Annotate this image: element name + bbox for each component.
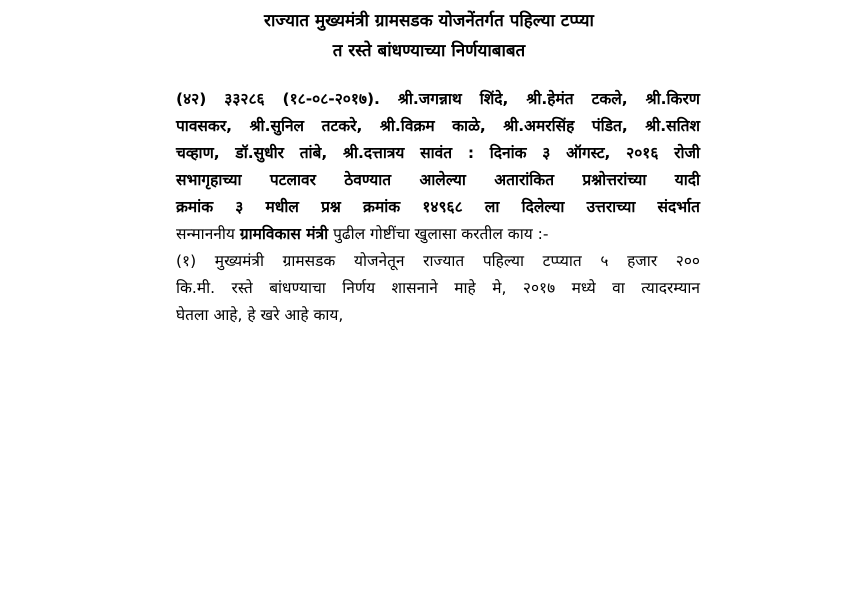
addressee-minister: ग्रामविकास मंत्री: [239, 225, 329, 243]
question-line-1: (४२) ३३२८६ (१८-०८-२०१७). श्री.जगन्नाथ शिंदे, श्री.हेमंत टकले, श्री.किरण: [176, 90, 700, 108]
item-1-line-2: कि.मी. रस्ते बांधण्याचा निर्णय शासनाने माहे मे, २०१७ मध्ये वा त्यादरम्यान: [176, 279, 700, 297]
question-line-4: सभागृहाच्या पटलावर ठेवण्यात आलेल्या अतारांकित प्रश्नोत्तरांच्या यादी: [176, 171, 700, 189]
addressee-prefix: सन्माननीय: [176, 225, 235, 243]
addressee-suffix: पुढील गोष्टींचा खुलासा करतील काय :-: [333, 225, 549, 243]
heading-line-1: राज्यात मुख्यमंत्री ग्रामसडक योजनेंतर्गत पहिल्या टप्प्या: [264, 11, 594, 31]
question-line-3: चव्हाण, डॉ.सुधीर तांबे, श्री.दत्तात्रय सावंत : दिनांक ३ ऑगस्ट, २०१६ रोजी: [176, 144, 700, 162]
question-line-2: पावसकर, श्री.सुनिल तटकरे, श्री.विक्रम काळे, श्री.अमरसिंह पंडित, श्री.सतिश: [176, 117, 700, 135]
item-1-line-1: (१) मुख्यमंत्री ग्रामसडक योजनेतून राज्यात पहिल्या टप्प्यात ५ हजार २००: [176, 252, 700, 270]
item-1-line-3: घेतला आहे, हे खरे आहे काय,: [176, 306, 344, 324]
question-body: [176, 86, 700, 329]
heading-line-2: त रस्ते बांधण्याच्या निर्णयाबाबत: [332, 41, 526, 61]
question-line-5: क्रमांक ३ मधील प्रश्न क्रमांक १४९६८ ला दिलेल्या उत्तराच्या संदर्भात: [176, 198, 700, 216]
addressee-line: [176, 221, 700, 248]
